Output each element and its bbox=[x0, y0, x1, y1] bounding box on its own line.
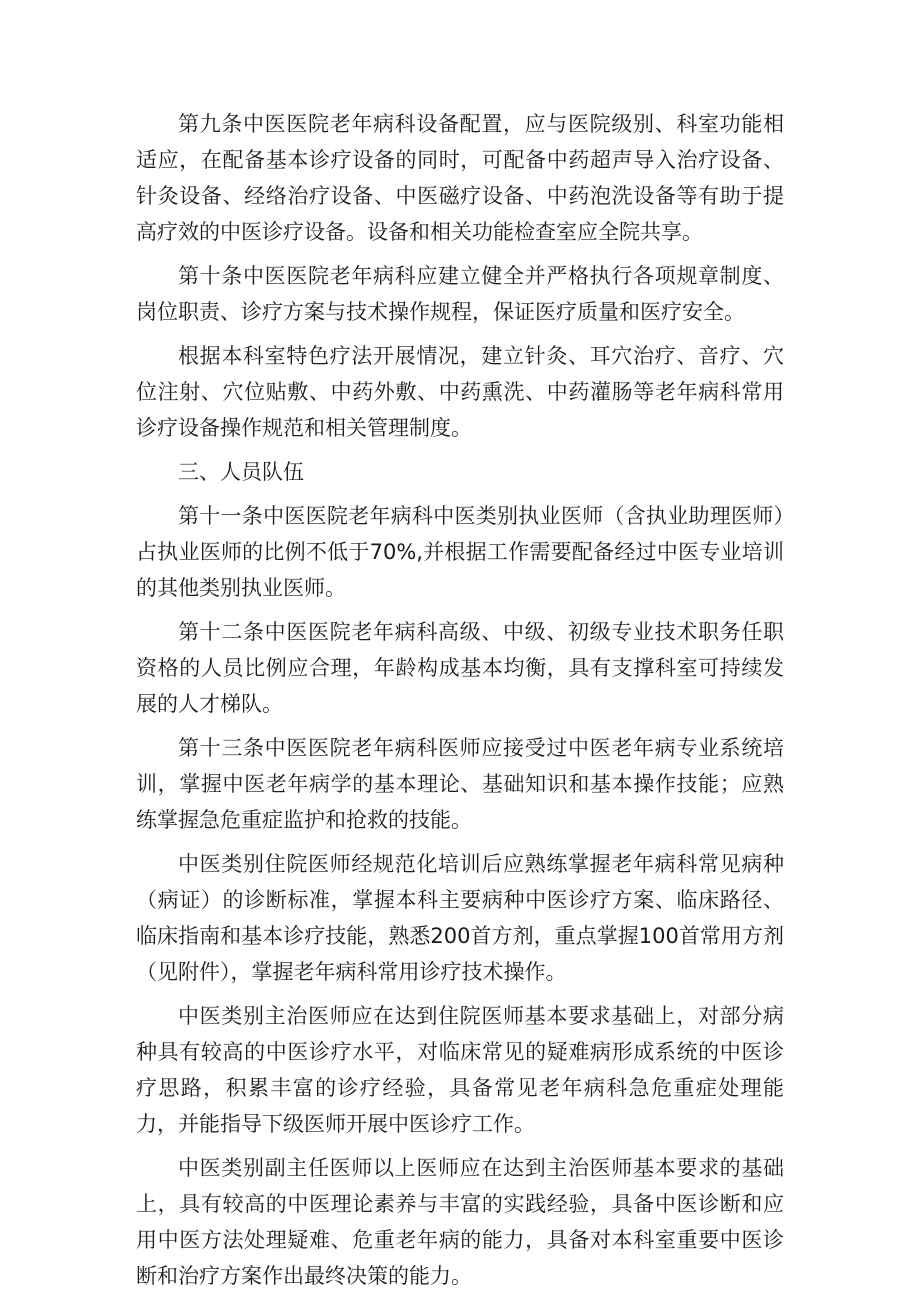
resident-physician-paragraph: 中医类别住院医师经规范化培训后应熟练掌握老年病科常见病种（病证）的诊断标准，掌握本科主要病种中医诊疗方案、临床路径、临床指南和基本诊疗技能，熟悉200首方剂，重点掌握100首常用方剂（见附件），掌握老年病科常用诊疗技术操作。 bbox=[136, 852, 784, 984]
article-10-paragraph: 第十条中医医院老年病科应建立健全并严格执行各项规章制度、岗位职责、诊疗方案与技术操作规程，保证医疗质量和医疗安全。 bbox=[136, 264, 784, 324]
associate-chief-physician-paragraph: 中医类别副主任医师以上医师应在达到主治医师基本要求的基础上，具有较高的中医理论素养与丰富的实践经验，具备中医诊断和应用中医方法处理疑难、危重老年病的能力，具备对本科室重要中医诊断和治疗方案作出最终决策的能力。 bbox=[136, 1156, 784, 1288]
special-therapy-paragraph: 根据本科室特色疗法开展情况，建立针灸、耳穴治疗、音疗、穴位注射、穴位贴敷、中药外敷、中药熏洗、中药灌肠等老年病科常用诊疗设备操作规范和相关管理制度。 bbox=[136, 344, 784, 440]
attending-physician-paragraph: 中医类别主治医师应在达到住院医师基本要求基础上，对部分病种具有较高的中医诊疗水平，对临床常见的疑难病形成系统的中医诊疗思路，积累丰富的诊疗经验，具备常见老年病科急危重症处理能力，并能指导下级医师开展中医诊疗工作。 bbox=[136, 1004, 784, 1136]
section-heading-staff: 三、人员队伍 bbox=[178, 460, 304, 484]
article-9-paragraph: 第九条中医医院老年病科设备配置，应与医院级别、科室功能相适应，在配备基本诊疗设备的同时，可配备中药超声导入治疗设备、针灸设备、经络治疗设备、中医磁疗设备、中药泡洗设备等有助于提高疗效的中医诊疗设备。设备和相关功能检查室应全院共享。 bbox=[136, 112, 784, 244]
article-12-paragraph: 第十二条中医医院老年病科高级、中级、初级专业技术职务任职资格的人员比例应合理，年龄构成基本均衡，具有支撑科室可持续发展的人才梯队。 bbox=[136, 620, 784, 716]
article-13-paragraph: 第十三条中医医院老年病科医师应接受过中医老年病专业系统培训，掌握中医老年病学的基本理论、基础知识和基本操作技能；应熟练掌握急危重症监护和抢救的技能。 bbox=[136, 736, 784, 832]
article-11-paragraph: 第十一条中医医院老年病科中医类别执业医师（含执业助理医师）占执业医师的比例不低于70%,并根据工作需要配备经过中医专业培训的其他类别执业医师。 bbox=[136, 504, 784, 600]
